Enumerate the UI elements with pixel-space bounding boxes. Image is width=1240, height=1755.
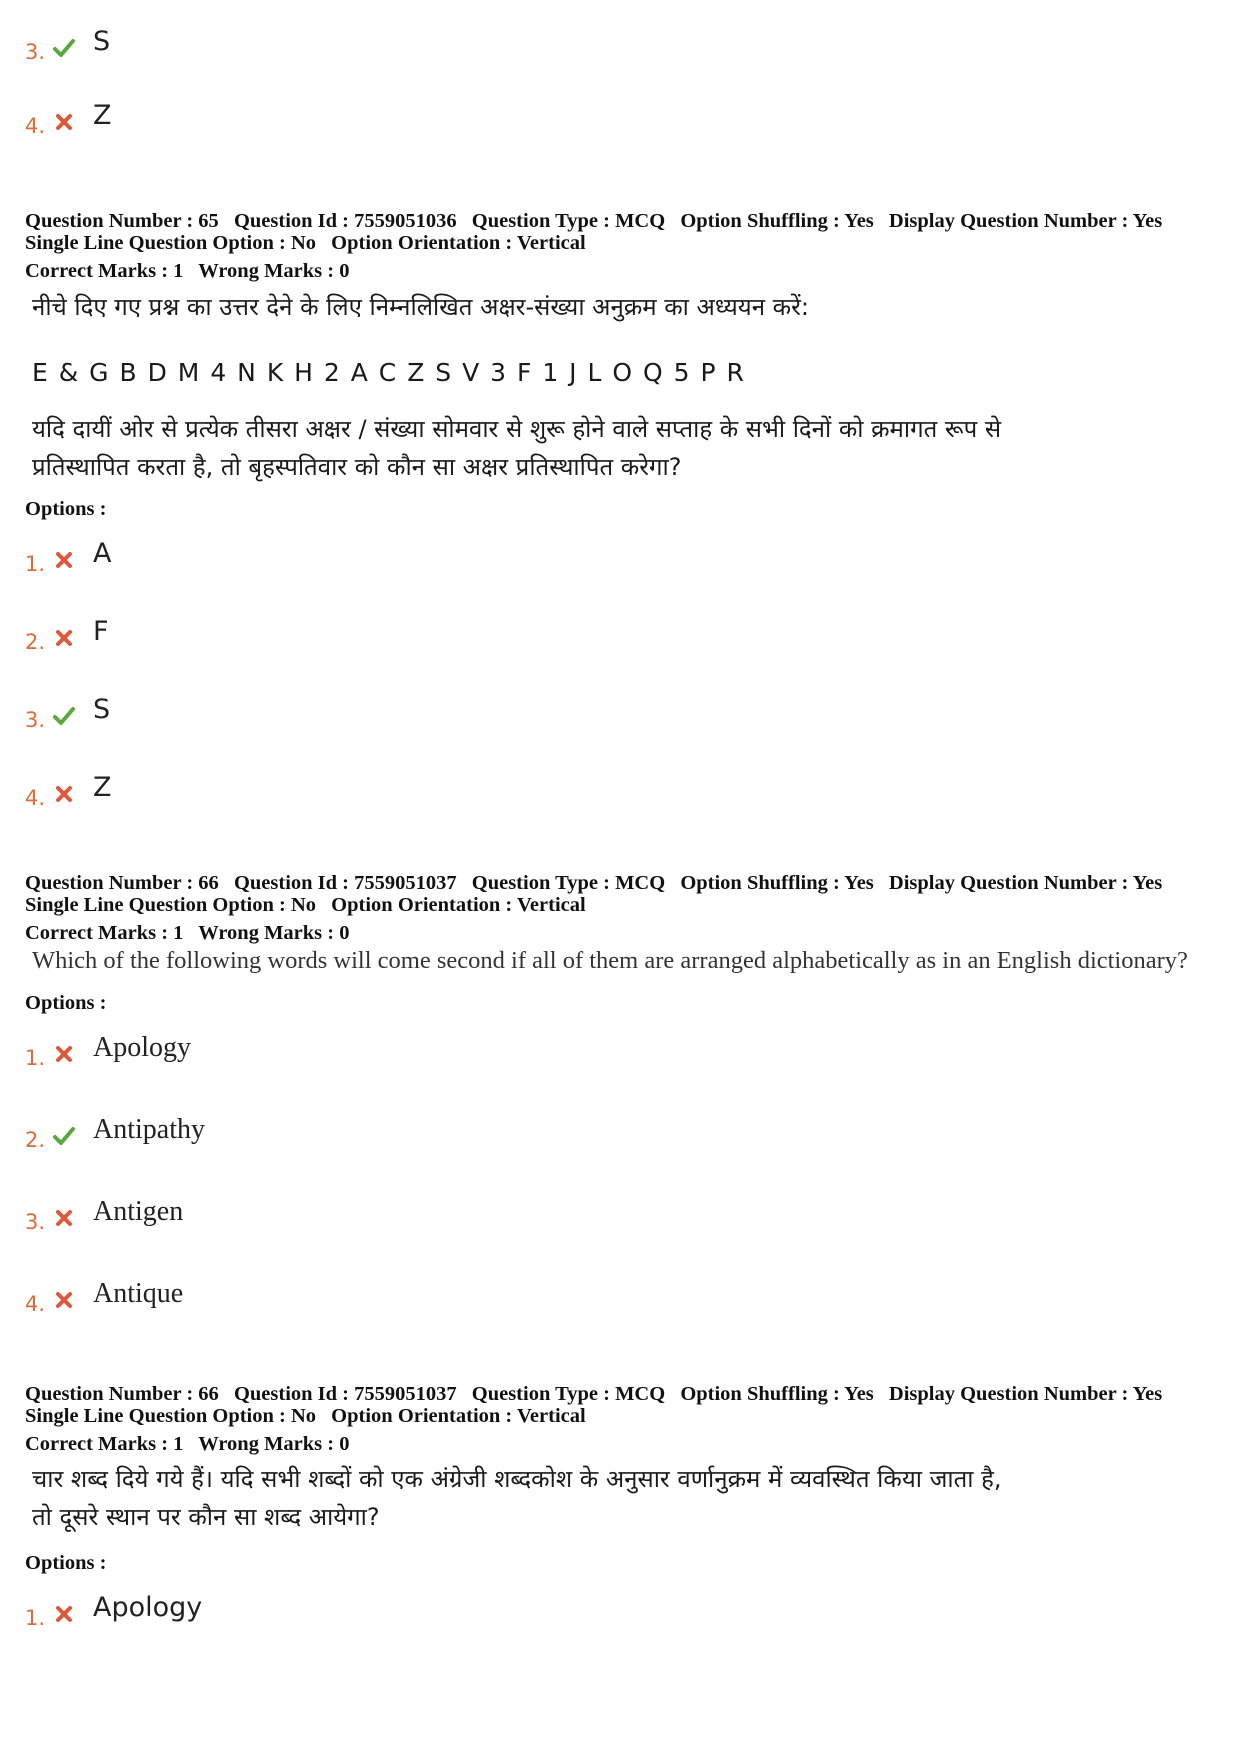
marks-line: Correct Marks : 1 Wrong Marks : 0 xyxy=(25,922,350,944)
option-number: 4. xyxy=(25,114,46,138)
options-label: Options : xyxy=(25,1552,107,1574)
option-text: S xyxy=(93,694,111,725)
meta-line-2: Single Line Question Option : No Option Orientation : Vertical xyxy=(25,232,586,254)
option-item xyxy=(25,1280,625,1340)
option-number: 3. xyxy=(25,708,46,732)
option-text: F xyxy=(93,616,109,647)
option-item xyxy=(25,1198,625,1258)
option-text: Antipathy xyxy=(93,1114,205,1145)
option-number: 2. xyxy=(25,630,46,654)
option-item xyxy=(25,102,625,162)
option-text: Apology xyxy=(93,1032,191,1063)
question-text: Which of the following words will come second if all of them are arranged alphabetically as in an English dictionary? xyxy=(32,947,1188,974)
meta-line-1: Question Number : 65 Question Id : 7559051036 Question Type : MCQ Option Shuffling : Yes Display Question Number : Yes xyxy=(25,210,1163,232)
option-text: Z xyxy=(93,772,112,803)
option-text: Apology xyxy=(93,1592,203,1623)
check-mark-icon xyxy=(52,36,76,60)
option-text: Antigen xyxy=(93,1196,184,1227)
question-meta xyxy=(25,1383,1225,1455)
option-item xyxy=(25,1594,625,1654)
options-label: Options : xyxy=(25,992,107,1014)
check-mark-icon xyxy=(52,704,76,728)
question-meta xyxy=(25,872,1225,944)
option-text: A xyxy=(93,538,112,569)
meta-line-1: Question Number : 66 Question Id : 7559051037 Question Type : MCQ Option Shuffling : Yes Display Question Number : Yes xyxy=(25,872,1163,894)
question-text: यदि दायीं ओर से प्रत्येक तीसरा अक्षर / संख्या सोमवार से शुरू होने वाले सप्ताह के सभी दिनों को क्रमागत रूप से xyxy=(32,415,1002,443)
question-text: तो दूसरे स्थान पर कौन सा शब्द आयेगा? xyxy=(32,1503,380,1531)
cross-mark-icon xyxy=(52,782,76,806)
option-text: Z xyxy=(93,100,112,131)
meta-line-2: Single Line Question Option : No Option Orientation : Vertical xyxy=(25,1405,586,1427)
question-text: नीचे दिए गए प्रश्न का उत्तर देने के लिए निम्नलिखित अक्षर-संख्या अनुक्रम का अध्ययन करें: xyxy=(32,293,809,321)
meta-line-2: Single Line Question Option : No Option Orientation : Vertical xyxy=(25,894,586,916)
cross-mark-icon xyxy=(52,1206,76,1230)
question-text: प्रतिस्थापित करता है, तो बृहस्पतिवार को कौन सा अक्षर प्रतिस्थापित करेगा? xyxy=(32,453,682,481)
cross-mark-icon xyxy=(52,626,76,650)
option-item xyxy=(25,696,625,756)
cross-mark-icon xyxy=(52,548,76,572)
letter-number-sequence: E & G B D M 4 N K H 2 A C Z S V 3 F 1 J L O Q 5 P R xyxy=(32,358,746,387)
check-mark-icon xyxy=(52,1124,76,1148)
option-item xyxy=(25,618,625,678)
meta-line-1: Question Number : 66 Question Id : 7559051037 Question Type : MCQ Option Shuffling : Yes Display Question Number : Yes xyxy=(25,1383,1163,1405)
cross-mark-icon xyxy=(52,1042,76,1066)
option-number: 4. xyxy=(25,1292,46,1316)
option-number: 3. xyxy=(25,1210,46,1234)
option-item xyxy=(25,1034,625,1094)
cross-mark-icon xyxy=(52,1602,76,1626)
marks-line: Correct Marks : 1 Wrong Marks : 0 xyxy=(25,1433,350,1455)
option-text: S xyxy=(93,26,111,57)
option-number: 1. xyxy=(25,552,46,576)
options-label: Options : xyxy=(25,498,107,520)
option-number: 2. xyxy=(25,1128,46,1152)
question-text: चार शब्द दिये गये हैं। यदि सभी शब्दों को एक अंग्रेजी शब्दकोश के अनुसार वर्णानुक्रम में व्यवस्थित किया जाता है, xyxy=(32,1465,1002,1493)
option-number: 3. xyxy=(25,40,46,64)
option-text: Antique xyxy=(93,1278,184,1309)
option-number: 4. xyxy=(25,786,46,810)
option-number: 1. xyxy=(25,1606,46,1630)
option-number: 1. xyxy=(25,1046,46,1070)
marks-line: Correct Marks : 1 Wrong Marks : 0 xyxy=(25,260,350,282)
option-item xyxy=(25,540,625,600)
option-item xyxy=(25,774,625,834)
question-meta xyxy=(25,210,1225,282)
cross-mark-icon xyxy=(52,1288,76,1312)
cross-mark-icon xyxy=(52,110,76,134)
option-item xyxy=(25,28,625,88)
option-item xyxy=(25,1116,625,1176)
